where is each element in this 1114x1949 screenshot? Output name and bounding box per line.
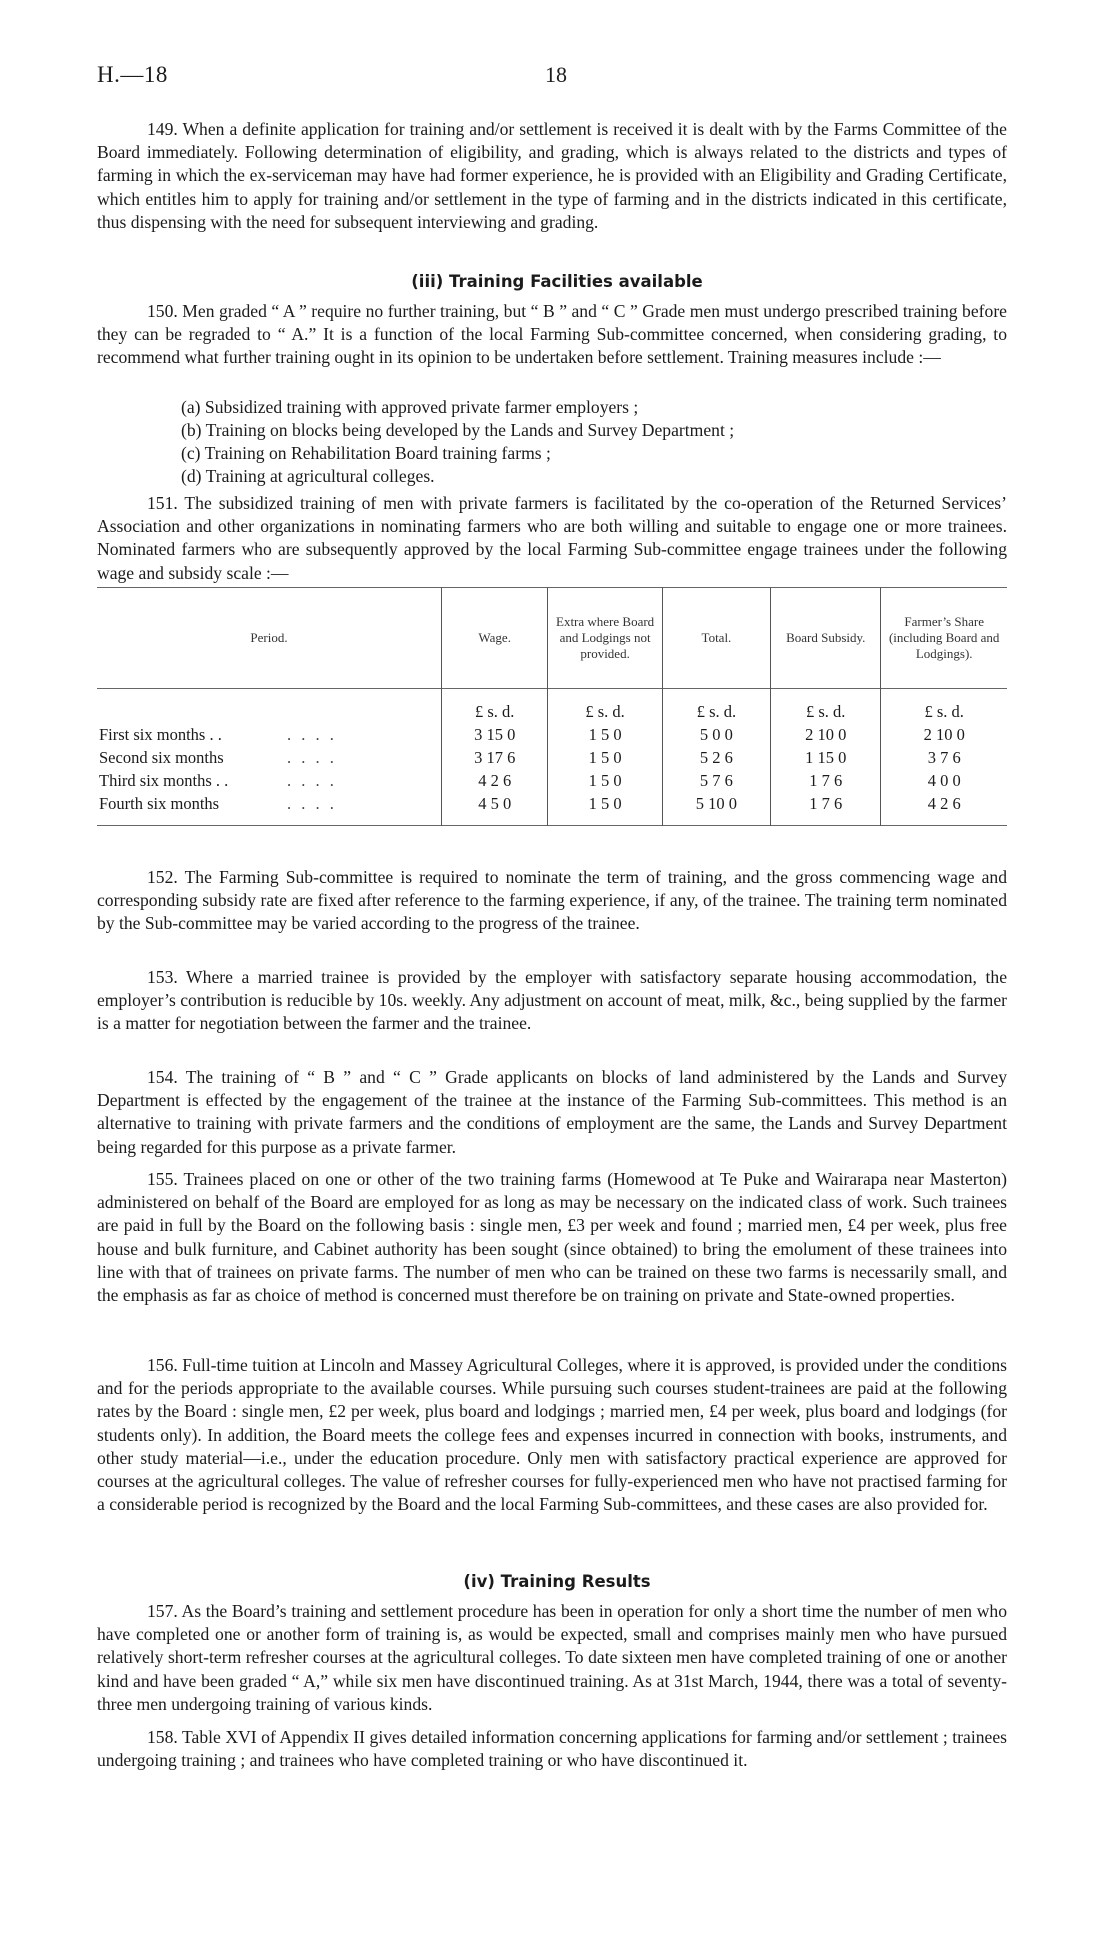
cell-wage: 4 5 0 xyxy=(442,792,548,826)
paragraph-151: 151. The subsidized training of men with private farmers is facilitated by the co-operation of the Returned Services’ Association and other organizations in nominating farmers who are both willing and suitable to engage one or more trainees. Nominated farmers who are subsequently approved by the local Farming Sub-committee engage trainees under the following wage and subsidy scale :— xyxy=(97,493,1007,583)
cell-extra: 1 5 0 xyxy=(548,769,662,792)
cell-subsidy: 1 7 6 xyxy=(771,792,881,826)
paragraph-156: 156. Full-time tuition at Lincoln and Massey Agricultural Colleges, where it is approved, is provided under the conditions and for the periods appropriate to the available courses. While pursuing such courses student-trainees are paid at the following rates by the Board : single men, £2 per week, plus board and lodgings ; married men, £4 per week, plus board and lodgings (for students only). In addition, the Board meets the college fees and expenses incurred in connection with books, instruments, and other study material—i.e., under the education procedure. Only men with satisfactory practical experience are approved for courses at the agricultural colleges. The value of refresher courses for fully-experienced men who have not practised farming for a considerable period is recognized by the Board and the local Farming Sub-committees, and these cases are also provided for. xyxy=(97,1355,1007,1515)
list-item: (a) Subsidized training with approved private farmer employers ; xyxy=(181,397,639,417)
cell-extra: 1 5 0 xyxy=(548,746,662,769)
column-header-total: Total. xyxy=(662,588,770,689)
paragraph-154: 154. The training of “ B ” and “ C ” Grade applicants on blocks of land administered by the Lands and Survey Department is effected by the engagement of the trainee at the instance of the Farming Sub-committees. This method is an alternative to training with private farmers and the conditions of employment are the same, the Lands and Survey Department being regarded for this purpose as a private farmer. xyxy=(97,1067,1007,1157)
table-units-row xyxy=(97,689,1007,724)
row-period: Third six months . . xyxy=(99,770,229,790)
row-period: Fourth six months xyxy=(99,793,220,813)
training-measures-list xyxy=(181,396,734,488)
table-row xyxy=(97,792,1007,826)
paragraph-158: 158. Table XVI of Appendix II gives detailed information concerning applications for farming and/or settlement ; trainees undergoing training ; and trainees who have completed training or who have discontinued it. xyxy=(97,1727,1007,1771)
cell-share: 3 7 6 xyxy=(881,746,1007,769)
unit-label: £ s. d. xyxy=(548,689,662,724)
unit-label: £ s. d. xyxy=(662,689,770,724)
table-row xyxy=(97,746,1007,769)
cell-subsidy: 1 15 0 xyxy=(771,746,881,769)
paragraph-149: 149. When a definite application for training and/or settlement is received it is dealt with by the Farms Committee of the Board immediately. Following determination of eligibility, and grading, which is always related to the districts and types of farming in which the ex-serviceman may have had former experience, he is provided with an Eligibility and Grading Certificate, which entitles him to apply for training and/or settlement in the type of farming and in the districts indicated in this certificate, thus dispensing with the need for subsequent interviewing and grading. xyxy=(97,119,1007,232)
cell-share: 4 2 6 xyxy=(881,792,1007,826)
list-item: (d) Training at agricultural colleges. xyxy=(181,466,435,486)
cell-subsidy: 1 7 6 xyxy=(771,769,881,792)
cell-total: 5 10 0 xyxy=(662,792,770,826)
unit-label: £ s. d. xyxy=(442,689,548,724)
dot-leader: . . . . xyxy=(287,747,337,767)
section-heading-facilities: (iii) Training Facilities available xyxy=(411,272,703,291)
table-row xyxy=(97,769,1007,792)
paragraph-150: 150. Men graded “ A ” require no further training, but “ B ” and “ C ” Grade men must undergo prescribed training before they can be regraded to “ A.” It is a function of the local Farming Sub-committee concerned, when considering grading, to recommend what further training ought in its opinion to be undertaken before settlement. Training measures include :— xyxy=(97,301,1007,368)
cell-extra: 1 5 0 xyxy=(548,723,662,746)
list-item: (c) Training on Rehabilitation Board training farms ; xyxy=(181,443,551,463)
cell-share: 4 0 0 xyxy=(881,769,1007,792)
column-header-subsidy: Board Subsidy. xyxy=(771,588,881,689)
column-header-period: Period. xyxy=(250,630,288,645)
section-heading-results: (iv) Training Results xyxy=(463,1572,651,1591)
dot-leader: . . . . xyxy=(287,770,337,790)
list-item: (b) Training on blocks being developed by the Lands and Survey Department ; xyxy=(181,420,735,440)
cell-total: 5 2 6 xyxy=(662,746,770,769)
paragraph-155: 155. Trainees placed on one or other of the two training farms (Homewood at Te Puke and Wairarapa near Masterton) administered on behalf of the Board are employed for as long as may be necessary on the indicated class of work. Such trainees are paid in full by the Board on the following basis : single men, £3 per week and found ; married men, £4 per week, plus free house and bulk furniture, and Cabinet authority has been sought (since obtained) to bring the emolument of these trainees into line with that of trainees on private farms. The number of men who can be trained on these two farms is necessarily small, and the emphasis as far as choice of method is concerned must therefore be on training on private and State-owned properties. xyxy=(97,1169,1007,1306)
dot-leader: . . . . xyxy=(287,724,337,744)
column-header-extra: Extra where Board and Lodgings not provided. xyxy=(548,588,662,689)
cell-subsidy: 2 10 0 xyxy=(771,723,881,746)
row-period: First six months . . xyxy=(99,724,222,744)
table-header-row xyxy=(97,588,1007,689)
cell-wage: 3 17 6 xyxy=(442,746,548,769)
wage-subsidy-table xyxy=(97,587,1007,826)
cell-wage: 4 2 6 xyxy=(442,769,548,792)
paragraph-157: 157. As the Board’s training and settlement procedure has been in operation for only a short time the number of men who have completed one or another form of training is, as would be expected, small and comprises mainly men who have pursued relatively short-term refresher courses at the agricultural colleges. To date sixteen men have completed training of one or another kind and have been graded “ A,” while six men have discontinued training. As at 31st March, 1944, there was a total of seventy-three men undergoing training of various kinds. xyxy=(97,1601,1007,1714)
document-reference: H.—18 xyxy=(97,62,168,87)
cell-extra: 1 5 0 xyxy=(548,792,662,826)
dot-leader: . . . . xyxy=(287,793,337,813)
paragraph-152: 152. The Farming Sub-committee is required to nominate the term of training, and the gross commencing wage and corresponding subsidy rate are fixed after reference to the farming experience, if any, of the trainee. The training term nominated by the Sub-committee may be varied according to the progress of the trainee. xyxy=(97,867,1007,934)
cell-total: 5 0 0 xyxy=(662,723,770,746)
row-period: Second six months xyxy=(99,747,224,767)
unit-label: £ s. d. xyxy=(881,689,1007,724)
page-number: 18 xyxy=(545,62,567,87)
unit-label: £ s. d. xyxy=(771,689,881,724)
table-row xyxy=(97,723,1007,746)
cell-total: 5 7 6 xyxy=(662,769,770,792)
column-header-share: Farmer’s Share (including Board and Lodgings). xyxy=(881,588,1007,689)
paragraph-153: 153. Where a married trainee is provided by the employer with satisfactory separate housing accommodation, the employer’s contribution is reducible by 10s. weekly. Any adjustment on account of meat, milk, &c., being supplied by the farmer is a matter for negotiation between the farmer and the trainee. xyxy=(97,967,1007,1034)
cell-wage: 3 15 0 xyxy=(442,723,548,746)
cell-share: 2 10 0 xyxy=(881,723,1007,746)
column-header-wage: Wage. xyxy=(442,588,548,689)
